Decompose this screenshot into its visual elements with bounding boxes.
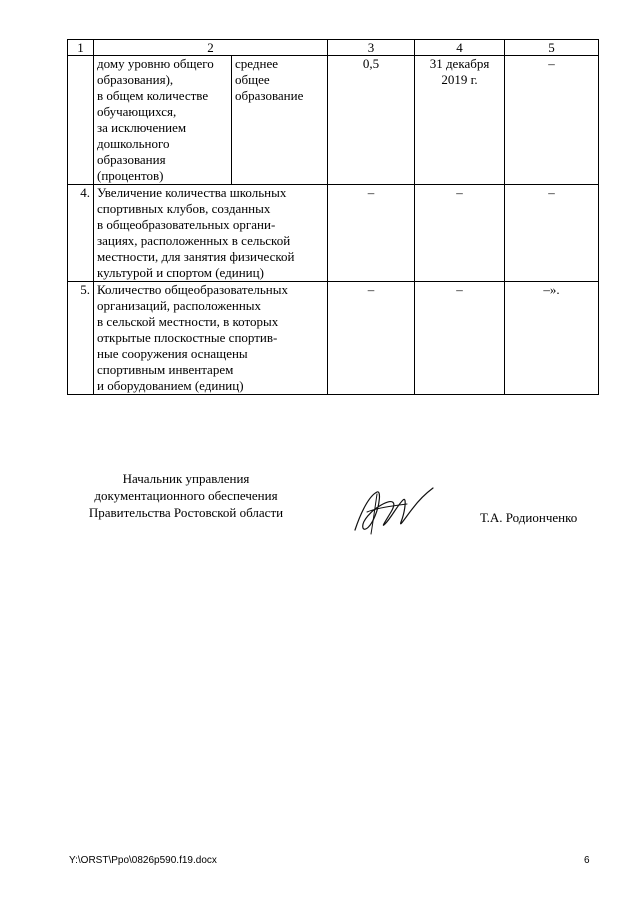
indicator-line: дошкольного (97, 136, 170, 151)
indicator-line: открытые плоскостные спортив- (97, 330, 278, 345)
table-row (68, 185, 599, 282)
column-5-cell: – (505, 56, 599, 185)
indicator-line: Количество общеобразовательных (97, 282, 288, 297)
level-line: образование (235, 88, 304, 103)
level-line: среднее (235, 56, 278, 71)
position-line: Начальник управления (122, 471, 250, 486)
signatory-position (66, 470, 306, 521)
indicator-line: обучающихся, (97, 104, 177, 119)
indicator-line: образования), (97, 72, 174, 87)
handwritten-signature (347, 482, 437, 542)
deadline-cell (415, 56, 505, 185)
column-5-cell: –». (505, 282, 599, 395)
indicator-line: за исключением (97, 120, 187, 135)
row-number: 4. (68, 185, 94, 282)
deadline-cell: – (415, 185, 505, 282)
indicator-line: культурой и спортом (единиц) (97, 265, 264, 280)
indicator-line: организаций, расположенных (97, 298, 262, 313)
header-cell-1: 1 (68, 40, 94, 56)
indicator-line: местности, для занятия физической (97, 249, 295, 264)
position-line: Правительства Ростовской области (88, 505, 284, 520)
column-5-cell: – (505, 185, 599, 282)
header-cell-5: 5 (505, 40, 599, 56)
table-header-row (68, 40, 599, 56)
indicator-line: спортивным инвентарем (97, 362, 234, 377)
value-cell (328, 56, 415, 185)
position-line: документационного обеспечения (94, 488, 278, 503)
indicator-cell (94, 56, 232, 185)
indicator-line: ные сооружения оснащены (97, 346, 248, 361)
header-cell-4: 4 (415, 40, 505, 56)
table-row (68, 56, 599, 185)
education-level-cell (232, 56, 328, 185)
date-line: 2019 г. (441, 72, 478, 87)
indicator-line: образования (97, 152, 166, 167)
indicator-line: зациях, расположенных в сельской (97, 233, 291, 248)
footer-file-path: Y:\ORST\Ppo\0826p590.f19.docx (69, 855, 217, 866)
indicator-cell (94, 282, 328, 395)
value-line: 0,5 (362, 56, 380, 71)
deadline-cell: – (415, 282, 505, 395)
level-line: общее (235, 72, 270, 87)
indicator-line: Увеличение количества школьных (97, 185, 287, 200)
page-number: 6 (584, 855, 590, 866)
header-cell-2: 2 (94, 40, 328, 56)
indicators-table (67, 39, 599, 395)
indicator-line: в общем количестве (97, 88, 209, 103)
indicator-line: в общеобразовательных органи- (97, 217, 276, 232)
indicator-line: и оборудованием (единиц) (97, 378, 244, 393)
indicator-line: дому уровню общего (97, 56, 214, 71)
date-line: 31 декабря (429, 56, 490, 71)
row-number (68, 56, 94, 185)
row-number: 5. (68, 282, 94, 395)
indicator-line: (процентов) (97, 168, 164, 183)
value-cell: – (328, 282, 415, 395)
value-cell: – (328, 185, 415, 282)
indicator-line: в сельской местности, в которых (97, 314, 279, 329)
table-row (68, 282, 599, 395)
indicator-cell (94, 185, 328, 282)
signatory-name: Т.А. Родионченко (480, 510, 578, 525)
header-cell-3: 3 (328, 40, 415, 56)
indicator-line: спортивных клубов, созданных (97, 201, 271, 216)
